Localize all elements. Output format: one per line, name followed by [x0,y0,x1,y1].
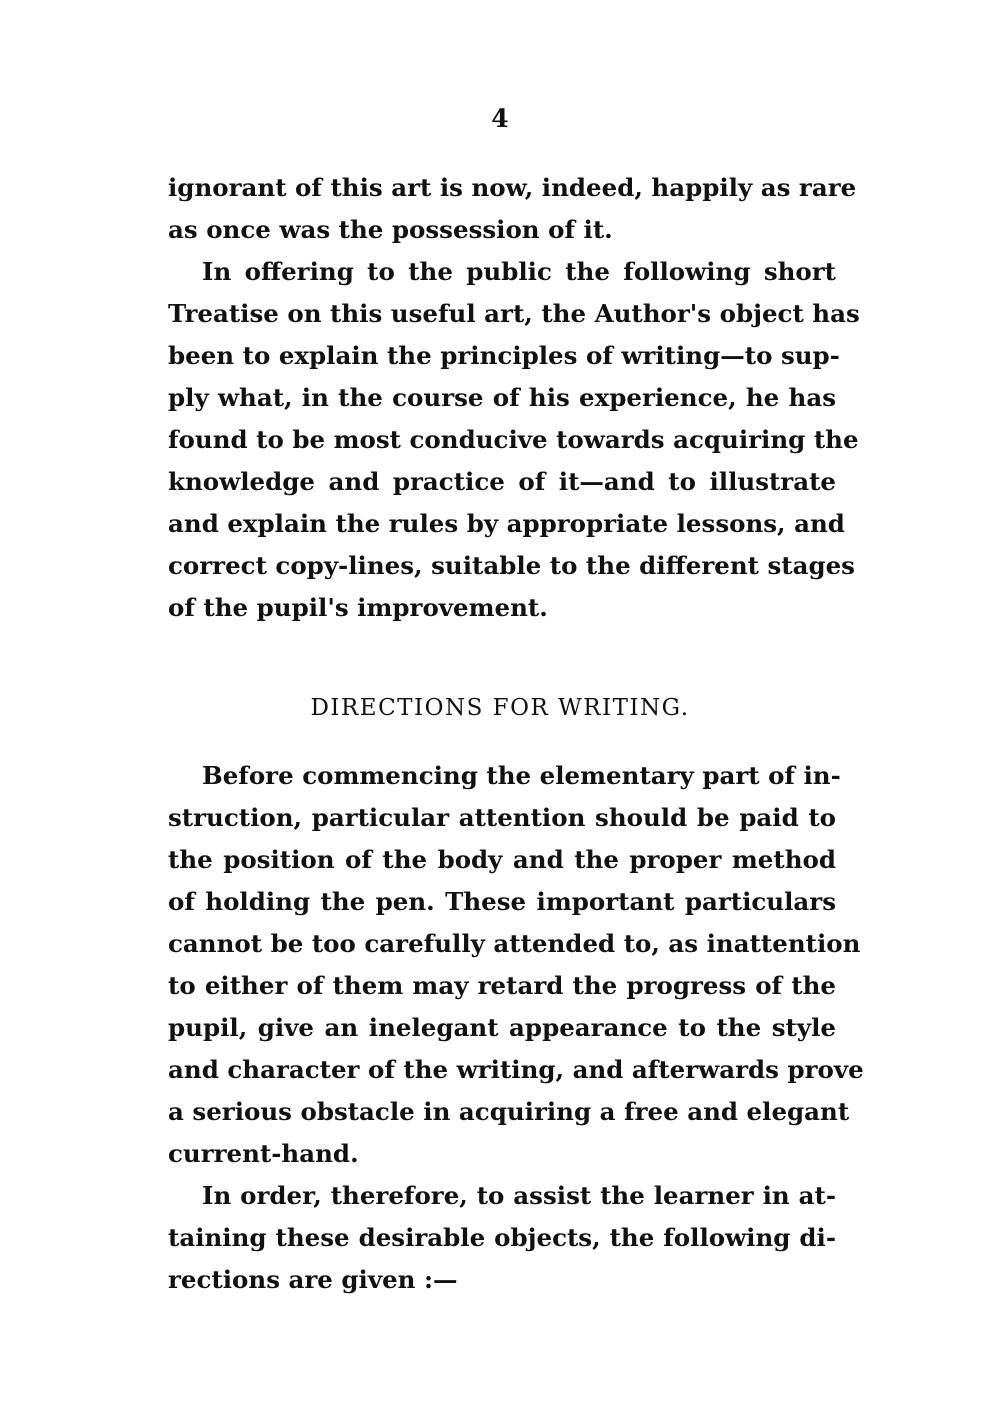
paragraph-treatise [168,251,860,629]
text-line: to either of them may retard the progress of the [168,971,836,1000]
text-line: found to be most conducive towards acquiring the [168,425,859,454]
text-line: rections are given :— [168,1265,458,1294]
text-line: knowledge and practice of it—and to illustrate [168,467,836,496]
text-line: and explain the rules by appropriate lessons, and [168,509,845,538]
text-line: and character of the writing, and afterwards prove [168,1055,864,1084]
text-line: In order, therefore, to assist the learner in at- [202,1181,836,1210]
text-line: current-hand. [168,1139,359,1168]
text-line: cannot be too carefully attended to, as inattention [168,929,861,958]
text-line: been to explain the principles of writing—to sup- [168,341,840,370]
text-line: of the pupil's improvement. [168,593,548,622]
text-line: of holding the pen. These important particulars [168,887,836,916]
paragraph-continuation [168,167,857,251]
text-line: In offering to the public the following short [202,257,836,286]
text-line: correct copy-lines, suitable to the different stages [168,551,855,580]
paragraph-conclusion [168,1175,836,1301]
text-line: as once was the possession of it. [168,215,613,244]
text-line: Treatise on this useful art, the Author's object has [168,299,860,328]
text-line: taining these desirable objects, the following di- [168,1223,836,1252]
section-heading: DIRECTIONS FOR WRITING. [310,695,690,721]
text-line: Before commencing the elementary part of in- [202,761,841,790]
text-line: a serious obstacle in acquiring a free and elegant [168,1097,850,1126]
text-line: pupil, give an inelegant appearance to the style [168,1013,836,1042]
text-line: ignorant of this art is now, indeed, happily as rare [168,173,857,202]
text-line: the position of the body and the proper method [168,845,836,874]
text-line: struction, particular attention should be paid to [168,803,836,832]
text-line: ply what, in the course of his experience, he has [168,383,836,412]
page-number: 4 [491,104,509,133]
paragraph-directions [168,755,864,1175]
